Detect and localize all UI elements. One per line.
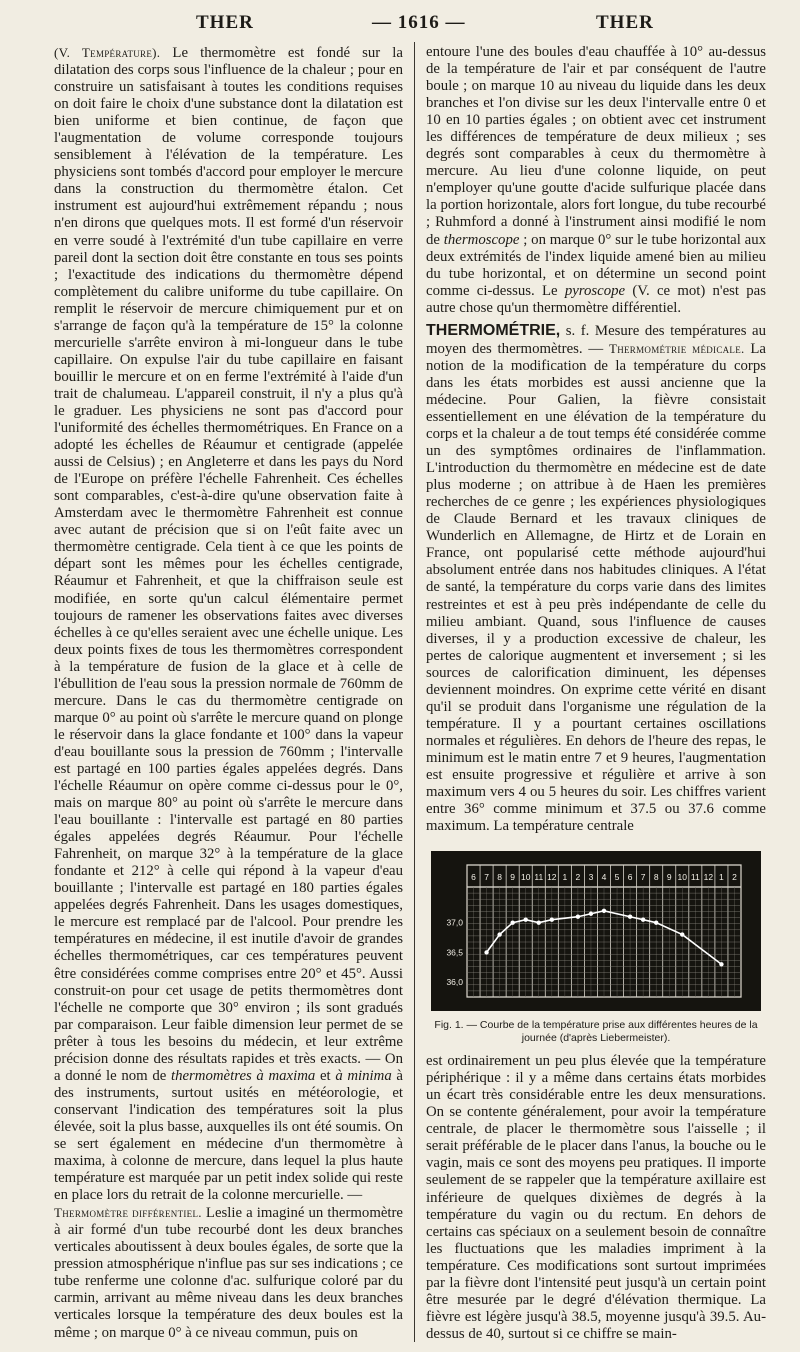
hour-tick-label: 6 (627, 872, 633, 883)
italic-term: thermomètres à maxima (170, 1067, 316, 1084)
hour-tick-label: 12 (547, 872, 557, 883)
paragraph-text: (V. ce mot) n'est pas autre chose qu'un thermomètre différentiel. (426, 282, 766, 316)
temperature-point (628, 915, 632, 919)
paragraph-text: et (315, 1067, 336, 1084)
hour-tick-label: 8 (497, 872, 502, 883)
paragraph-text: Le thermomètre est fondé sur la dilatation des corps sous l'influence de la chaleur ; pour en construire un satisfaisant à toutes les conditions requises on doit faire le choix d'une substance dont la dilatation est bien uniforme et bien continue, de façon que l'augmentation de volume corresponde toujours sensiblement à l'élévation de la température. Les physiciens sont tombés d'accord pour employer le mercure dans la construction du thermomètre étalon. Cet instrument est aujourd'hui extrêmement répandu ; nous n'en dirons que quelques mots. Il est formé d'un réservoir en verre soudé à l'extrémité d'un tube capillaire en verre pareil dont la section doit être constante en tous ses points ; l'exactitude des indications du thermomètre dépend complètement du calibre uniforme du tube capillaire. On remplit le réservoir de mercure chimiquement pur et on s'arrange de façon qu'à la température de 15° la colonne mercurielle s'arrête environ à mi-longueur dans le tube capillaire. On expulse l'air du tube capillaire en faisant bouillir le mercure et on en ferme l'extrémité à l'aide d'un trait de chalumeau. L'appareil construit, il n'y a plus qu'à le graduer. Les physiciens ne sont pas d'accord pour l'uniformité des échelles thermométriques. En France on a adopté les échelles de Réaumur et centigrade (appelée aussi de Celsius) ; en Angleterre et dans les pays du Nord de l'Europe on préfère l'échelle Fahrenheit. Ces échelles sont comparables, c'est-à-dire qu'une observation faite à Amsterdam avec le thermomètre Fahrenheit est connue avec autant de précision que si on l'eût faite avec un thermomètre centigrade. Cela tient à ce que les points de départ sont les mêmes pour les échelles centigrade, Réaumur et Fahrenheit, et que la chiffraison seule est modifiée, en sorte qu'un calcul élémentaire permet toujours de ramener les observations faites avec diverses échelles à ce qu'elles seraient avec une échelle unique. Les deux points fixes de tous les thermomètres correspondent à la température de fusion de la glace et à celle de l'ébullition de l'eau sous la pression normale de 760mm de mercure. Dans le cas du thermomètre centigrade on marque 0° au point où s'arrête le mercure quand on plonge le réservoir dans la glace fondante et 100° dans la vapeur d'eau bouillante sous la pression de 760mm ; l'intervalle est partagé en 100 parties égales appelées degrés. Dans l'échelle Réaumur on opère comme ci-dessus pour le 0°, mais on marque 80° au point où s'arrête le mercure dans l'eau bouillante : l'intervalle est partagé en 80 parties égales appelées degrés Réaumur. Pour l'échelle Fahrenheit, on marque 32° à la température de la glace fondante et 212° à celle qui répond à la vapeur d'eau bouillante ; l'intervalle est partagé en 180 parties égales appelées degrés Fahrenheit. Dans les usages domestiques, le mercure est remplacé par de l'alcool. Pour prendre les températures en médecine, il est inutile d'avoir de grandes échelles thermométriques, car ces températures peuvent être considérées comme comprises entre 20° et 45°. Aussi construit-on pour cet usage de petits thermomètres dont l'échelle ne comporte que 30° environ ; ils sont gradués par comparaison. Leur faible dimension leur permet de se prêter à tous les besoins du médecin, et leur extrême précision donne des résultats rapides et très exacts. — On a donné le nom de (54, 45, 403, 1084)
hour-tick-label: 6 (471, 872, 476, 883)
temperature-point (550, 918, 554, 922)
hour-tick-label: 4 (601, 872, 607, 883)
running-head-left: THER (196, 12, 254, 33)
hour-tick-label: 8 (653, 872, 659, 883)
temperature-chart (431, 851, 761, 1011)
temperature-tick-label: 36,5 (446, 947, 463, 958)
thermometrie-entry (426, 322, 766, 835)
paragraph-text: Mesure des températures au moyen des thermomètres. — (426, 322, 766, 357)
hour-tick-label: 9 (510, 872, 516, 883)
hour-tick-label: 9 (666, 872, 672, 883)
paragraph-text: ; on marque 0° sur le tube horizontal aux deux extrémités de l'index liquide amené bien au milieu du tube horizontal, et on détermine un second point comme ci-dessus. Le (426, 231, 766, 299)
column-divider (414, 42, 415, 1342)
hour-tick-label: 1 (719, 872, 724, 883)
hour-tick-label: 11 (534, 872, 544, 883)
entry-headword: THERMOMÉTRIE, (426, 321, 561, 339)
hour-tick-label: 7 (640, 872, 646, 883)
hour-tick-label: 10 (677, 872, 688, 883)
hour-tick-label: 5 (614, 872, 620, 883)
temperature-point (537, 921, 541, 925)
temperature-point (484, 950, 488, 954)
temperature-point (510, 921, 514, 925)
closing-paragraph (426, 1053, 766, 1343)
entry-part-of-speech: s. f. (560, 322, 590, 339)
italic-term: à minima (335, 1067, 392, 1084)
temperature-point (654, 921, 658, 925)
temperature-point (602, 909, 606, 913)
page-number: — 1616 — (372, 12, 466, 33)
paragraph-text: à des instruments, surtout usités en météorologie, et conservant l'indication des températures soit la plus élevée, soit la plus basse, auxquelles ils ont été soumis. On se sert également en médecine d'un thermomètre à maxima, à colonne de mercure, dans lequel la plus haute température est marquée par un petit index solide qui reste en place lors du retrait de la colonne mercurielle. — (54, 1067, 403, 1204)
continuation-paragraph (426, 44, 766, 317)
temperature-point (576, 915, 580, 919)
paragraph-text: La notion de la modification de la température du corps dans les états morbides est aussi ancienne que la médecine. Pour Galien, la fièvre consistait essentiellement en une élévation de la température du corps et la chaleur a de tout temps été considérée comme un des symptômes ordinaires de l'inflammation. L'introduction du thermomètre en médecine est de date plus moderne ; on attribue à de Haen les premières recherches de ce genre ; les expériences physiologiques de Claude Bernard et les travaux cliniques de Wunderlich en Allemagne, de Hirtz et de Lorain en France, ont popularisé cette méthode aujourd'hui absolument entrée dans nos habitudes cliniques. A l'état de santé, la température du corps varie dans des limites restreintes et est à peu près indépendante de celle du milieu ambiant. Quand, sous l'influence de causes diverses, il y a production excessive de chaleur, les pertes de calorique augmentent et inversement ; si les sources de calorification diminuent, les dépenses deviennent moindres. On exprime cette vérité en disant qu'il se produit dans l'organisme une régulation de la température. Il y a pourtant certaines oscillations normales et régulières. En dehors de l'heure des repas, le minimum est le matin entre 7 et 9 heures, l'augmentation est ensuite progressive et régulière et arrive à son maximum vers 4 ou 5 heures du soir. Les chiffres varient entre 36° comme minimum et 37.5 ou 37.6 comme maximum. La température centrale (426, 340, 766, 835)
hour-tick-label: 1 (562, 872, 568, 883)
temperature-point (589, 912, 593, 916)
right-column (426, 44, 766, 1343)
hour-tick-label: 3 (588, 872, 594, 883)
temperature-tick-label: 37,0 (446, 917, 463, 928)
italic-term: pyroscope (564, 282, 626, 299)
hour-tick-label: 10 (520, 872, 531, 883)
figure-caption: Fig. 1. — Courbe de la température prise aux différentes heures de la journée (d'après Liebermeister). (434, 1019, 758, 1045)
hour-tick-label: 7 (484, 872, 489, 883)
temperature-point (641, 918, 645, 922)
paragraph-text: entoure l'une des boules d'eau chauffée à 10° au-dessus de la température de l'air et par conséquent de l'autre boule ; on marque 10 au niveau du liquide dans les deux branches et l'on divise sur les deux l'intervalle entre 0 et 10 en 10 parties égales ; on obtient avec cet instrument les différences de température de deux milieux ; ses degrés sont comparables à ceux du thermomètre à mercure. Au lieu d'une colonne liquide, on peut n'employer qu'une goutte d'acide sulfurique placée dans la portion horizontale, alors fort longue, du tube recourbé ; Ruhmford a donné à l'instrument ainsi modifié le nom de (426, 44, 766, 248)
italic-term: thermoscope (443, 231, 520, 248)
hour-tick-label: 2 (732, 872, 737, 883)
chart-svg (431, 851, 761, 1011)
temperature-point (497, 933, 501, 937)
subentry-heading: Thermomètre différentiel. (54, 1205, 202, 1221)
temperature-point (719, 962, 723, 966)
running-head-right: THER (596, 12, 654, 33)
temperature-tick-label: 36,0 (446, 977, 463, 988)
crossref-temperature: (V. Température). (54, 45, 161, 60)
paragraph-text: Leslie a imaginé un thermomètre à air formé d'un tube recourbé dont les deux branches verticales aboutissent à deux boules égales, de sorte que la pression atmosphérique n'influe pas sur ses indications ; ce tube renferme une colonne d'ac. sulfurique coloré par du carmin, arrivant au même niveau dans les deux branches verticales lorsque la température des deux boules est la même ; on marque 0° à ce niveau commun, puis on (54, 1205, 404, 1341)
hour-tick-label: 11 (690, 872, 700, 883)
left-column (54, 44, 403, 1342)
temperature-point (680, 933, 684, 937)
hour-tick-label: 12 (703, 872, 714, 883)
hour-tick-label: 2 (575, 872, 581, 883)
temperature-point (524, 918, 528, 922)
subentry-heading: Thermométrie médicale. (608, 340, 745, 356)
page-header (0, 8, 800, 38)
thermometre-paragraph (54, 44, 403, 1204)
differentiel-paragraph (54, 1204, 403, 1341)
paragraph-text: est ordinairement un peu plus élevée que la température périphérique : il y a même dans certains états morbides un écart très considérable entre les deux mensurations. On se contente généralement, pour avoir la température centrale, de placer le thermomètre sous l'aisselle ; il serait préférable de le placer dans l'anus, la bouche ou le vagin, mais ce sont des moyens peu pratiques. Il importe seulement de se rappeler que la température axillaire est inférieure de quelques dixièmes de degrés à la température du vagin ou du rectum. En dehors de certains cas spéciaux on a seulement besoin de connaître les fluctuations que les maladies impriment à la température. Ces modifications sont surtout imprimées par la fièvre dont l'intensité peut jusqu'à un certain point être mesurée par le degré d'élévation thermique. La fièvre est légère jusqu'à 38.5, moyenne jusqu'à 39.5. Au-dessus de 40, surtout si ce chiffre se main- (426, 1053, 766, 1342)
